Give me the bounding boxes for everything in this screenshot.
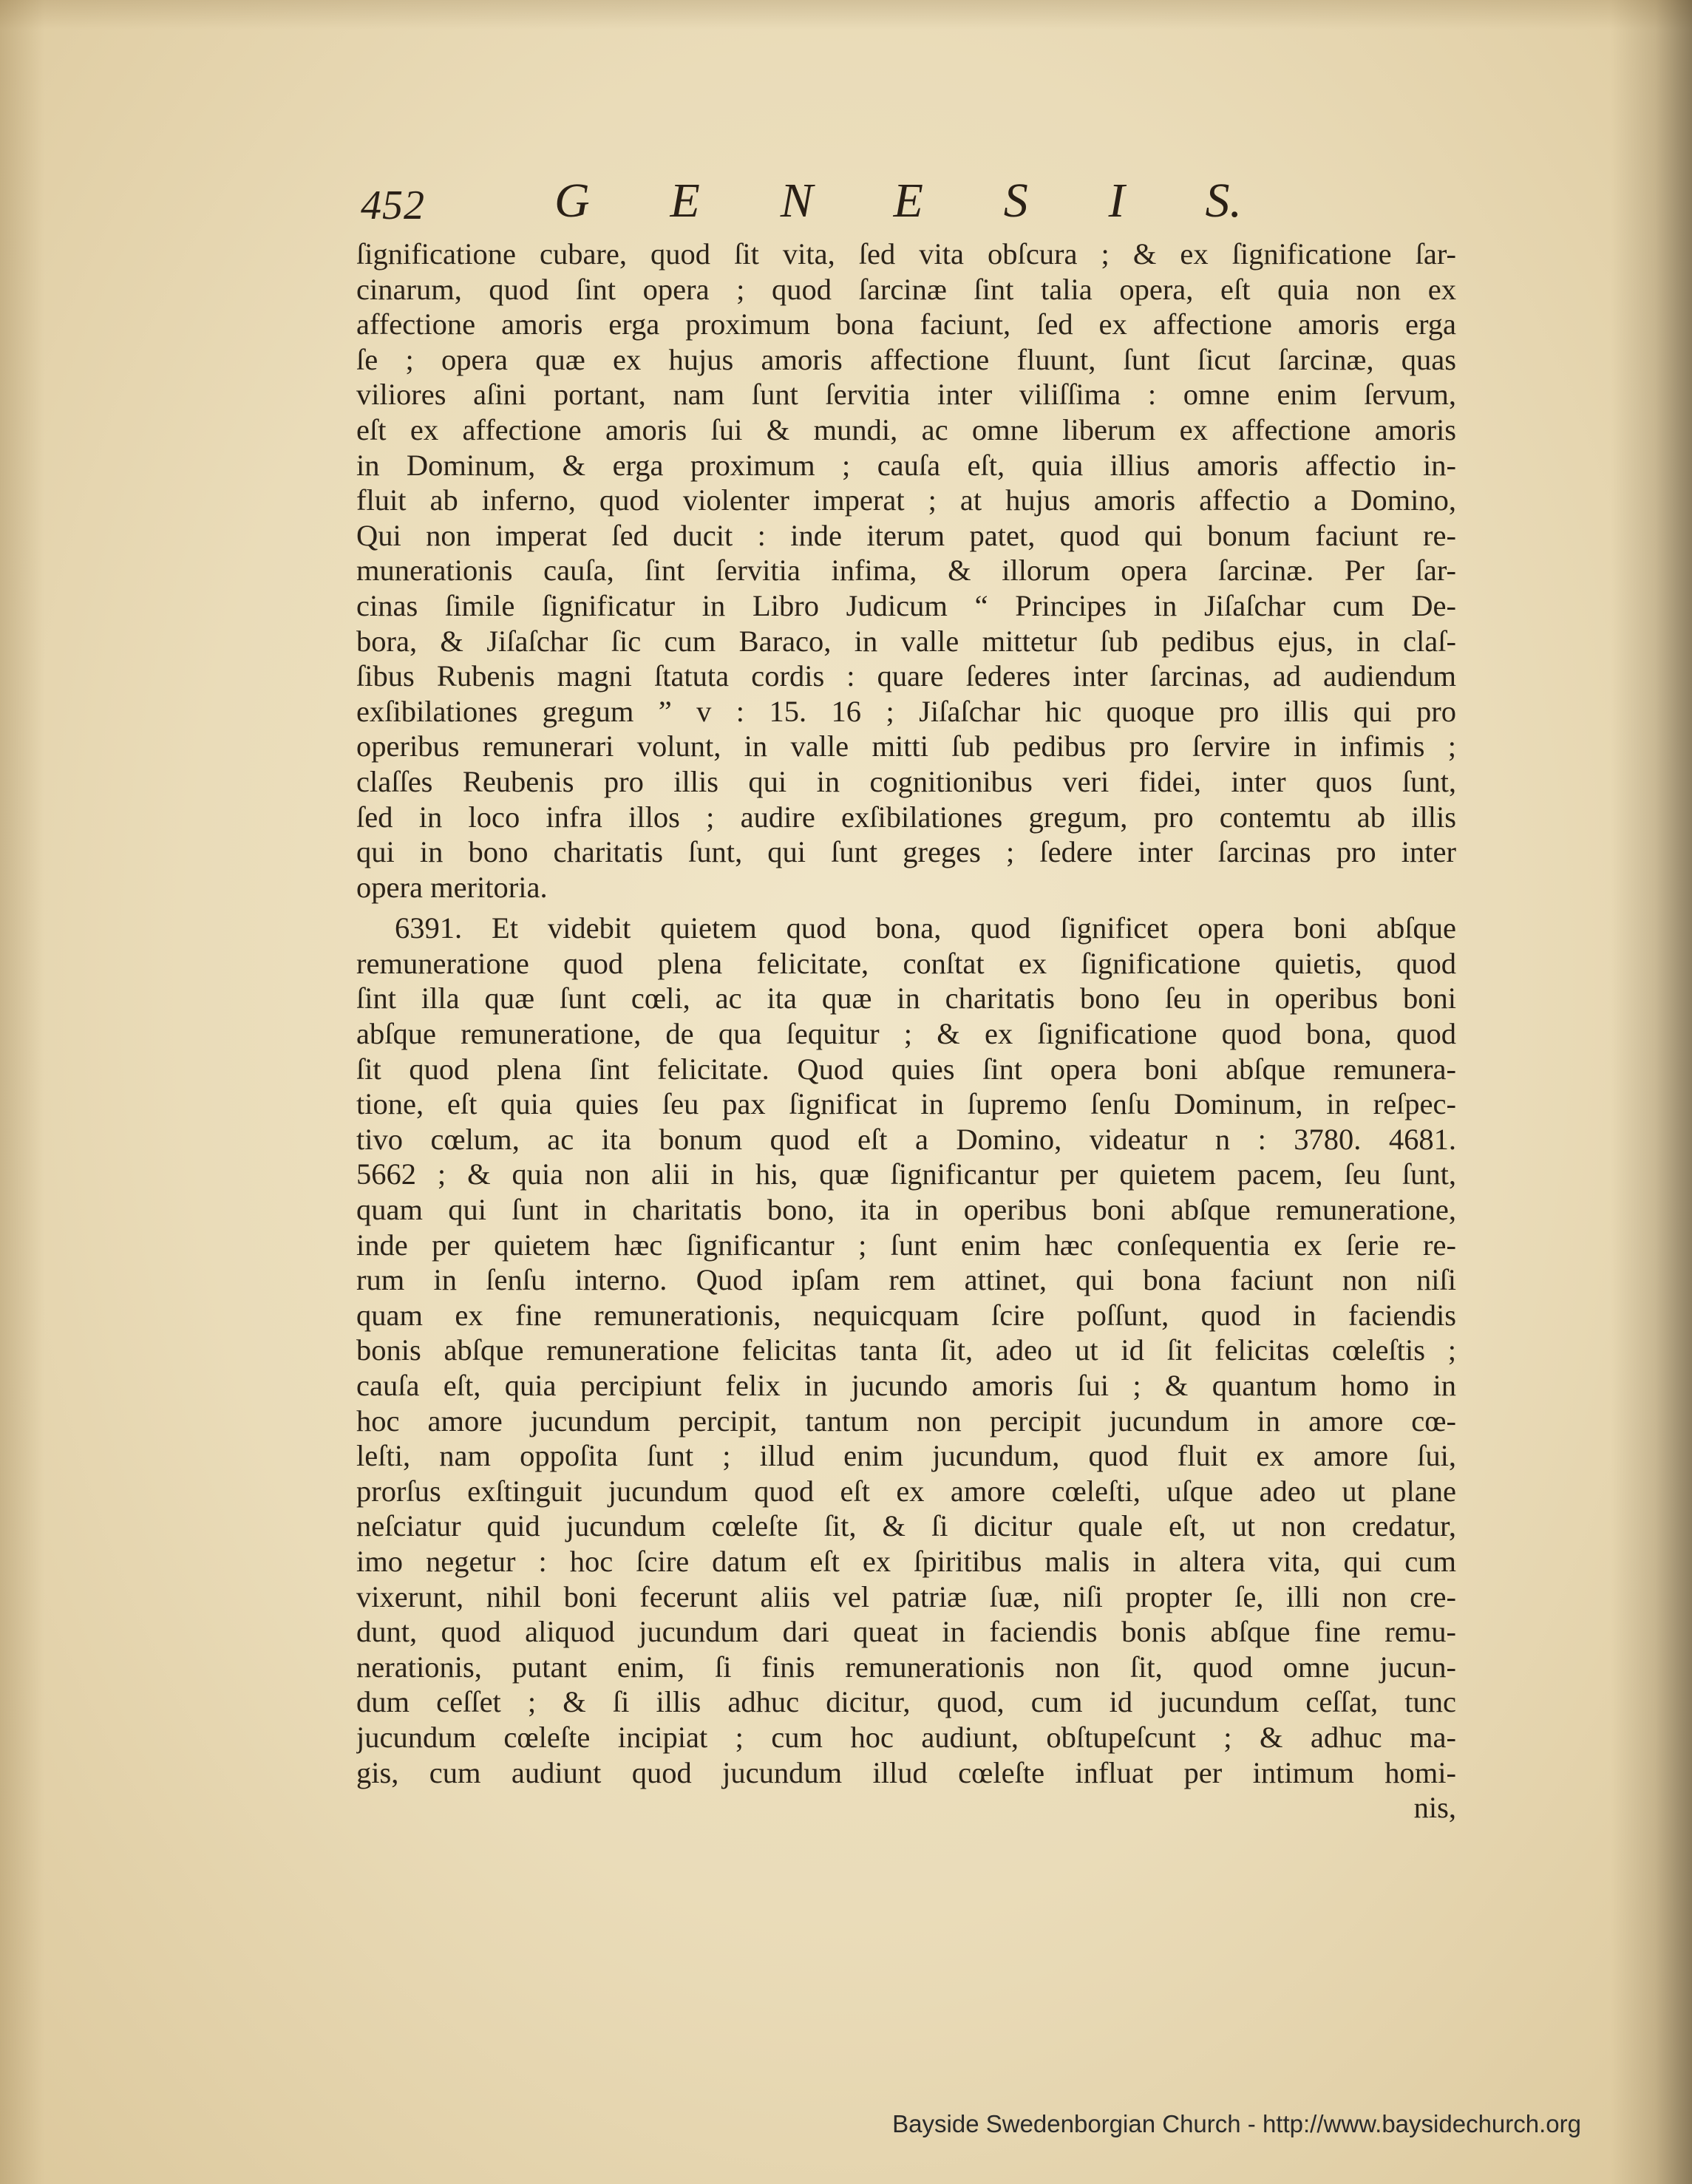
text-line: neſciatur quid jucundum cœleſte ſit, & ſi dicitur quale eſt, ut non credatur,: [356, 1509, 1456, 1543]
text-line: ſit quod plena ſint felicitate. Quod quies ſint opera boni abſque remunera-: [356, 1052, 1456, 1086]
text-line: in Dominum, & erga proximum ; cauſa eſt, quia illius amoris affectio in-: [356, 448, 1456, 482]
running-title-letter: I: [1108, 174, 1125, 228]
running-title-letter: S: [1003, 174, 1028, 228]
text-line: hoc amore jucundum percipit, tantum non percipit jucundum in amore cœ-: [356, 1404, 1456, 1438]
text-line: exſibilationes gregum ” v : 15. 16 ; Jiſaſchar hic quoque pro illis qui pro: [356, 694, 1456, 728]
text-line: 6391. Et videbit quietem quod bona, quod ſignificet opera boni abſque: [395, 911, 1456, 945]
running-title-letter: E: [670, 174, 700, 228]
body-text: [356, 237, 1456, 1826]
text-line: remuneratione quod plena felicitate, conſtat ex ſignificatione quietis, quod: [356, 946, 1456, 980]
text-line: Qui non imperat ſed ducit : inde iterum patet, quod qui bonum faciunt re-: [356, 518, 1456, 552]
text-line: claſſes Reubenis pro illis qui in cognitionibus veri fidei, inter quos ſunt,: [356, 764, 1456, 798]
text-line: eſt ex affectione amoris ſui & mundi, ac omne liberum ex affectione amoris: [356, 412, 1456, 446]
page-edge-top: [0, 0, 1692, 30]
text-line: bonis abſque remuneratione felicitas tanta ſit, adeo ut id ſit felicitas cœleſtis ;: [356, 1333, 1456, 1367]
text-line: vixerunt, nihil boni fecerunt aliis vel patriæ ſuæ, niſi propter ſe, illi non cre-: [356, 1579, 1456, 1613]
site-watermark: Bayside Swedenborgian Church - http://www.baysidechurch.org: [892, 2110, 1581, 2137]
running-title-letter: S.: [1205, 174, 1242, 228]
text-line: gis, cum audiunt quod jucundum illud cœleſte influat per intimum homi-: [356, 1755, 1456, 1789]
text-line: imo negetur : hoc ſcire datum eſt ex ſpiritibus malis in altera vita, qui cum: [356, 1544, 1456, 1578]
text-line: cauſa eſt, quia percipiunt felix in jucundo amoris ſui ; & quantum homo in: [356, 1369, 1456, 1402]
text-line: ſe ; opera quæ ex hujus amoris affectione fluunt, ſunt ſicut ſarcinæ, quas: [356, 342, 1456, 376]
text-line: dum ceſſet ; & ſi illis adhuc dicitur, quod, cum id jucundum ceſſat, tunc: [356, 1685, 1456, 1719]
text-line: tione, eſt quia quies ſeu pax ſignificat in ſupremo ſenſu Dominum, in reſpec-: [356, 1087, 1456, 1121]
gutter-shadow: [1611, 0, 1692, 2184]
running-title-letter: G: [554, 174, 590, 228]
text-line: ſed in loco infra illos ; audire exſibilationes gregum, pro contemtu ab illis: [356, 800, 1456, 834]
running-title-letter: E: [893, 174, 923, 228]
text-line: tivo cœlum, ac ita bonum quod eſt a Domino, videatur n : 3780. 4681.: [356, 1122, 1456, 1156]
text-line: qui in bono charitatis ſunt, qui ſunt greges ; ſedere inter ſarcinas pro inter: [356, 835, 1456, 869]
text-line: bora, & Jiſaſchar ſic cum Baraco, in valle mittetur ſub pedibus ejus, in claſ-: [356, 624, 1456, 658]
text-line: opera meritoria.: [356, 870, 548, 904]
text-line: dunt, quod aliquod jucundum dari queat in faciendis bonis abſque fine remu-: [356, 1615, 1456, 1649]
text-line: affectione amoris erga proximum bona faciunt, ſed ex affectione amoris erga: [356, 307, 1456, 341]
text-line: rum in ſenſu interno. Quod ipſam rem attinet, qui bona faciunt non niſi: [356, 1263, 1456, 1297]
text-line: ſignificatione cubare, quod ſit vita, ſed vita obſcura ; & ex ſignificatione ſar-: [356, 237, 1456, 271]
text-line: quam ex fine remunerationis, nequicquam ſcire poſſunt, quod in faciendis: [356, 1298, 1456, 1332]
text-line: cinarum, quod ſint opera ; quod ſarcinæ ſint talia opera, eſt quia non ex: [356, 272, 1456, 306]
text-line: jucundum cœleſte incipiat ; cum hoc audiunt, obſtupeſcunt ; & adhuc ma-: [356, 1720, 1456, 1754]
paragraph-continued: [356, 237, 1456, 905]
text-line: abſque remuneratione, de qua ſequitur ; & ex ſignificatione quod bona, quod: [356, 1017, 1456, 1051]
paragraph-gap: [356, 905, 1456, 911]
page-edge-left: [0, 0, 44, 2184]
running-title-letter: N: [780, 174, 813, 228]
text-line: munerationis cauſa, ſint ſervitia infima, & illorum opera ſarcinæ. Per ſar-: [356, 554, 1456, 588]
text-line: operibus remunerari volunt, in valle mitti ſub pedibus pro ſervire in infimis ;: [356, 729, 1456, 763]
text-line: ſibus Rubenis magni ſtatuta cordis : quare ſederes inter ſarcinas, ad audiendum: [356, 659, 1456, 693]
catchword: nis,: [1413, 1791, 1456, 1825]
page-header: [355, 169, 1264, 235]
running-title: [554, 173, 1242, 229]
text-line: cinas ſimile ſignificatur in Libro Judicum “ Principes in Jiſaſchar cum De-: [356, 588, 1456, 622]
text-line: nerationis, putant enim, ſi finis remunerationis non ſit, quod omne jucun-: [356, 1650, 1456, 1684]
text-line: leſti, nam oppoſita ſunt ; illud enim jucundum, quod fluit ex amore ſui,: [356, 1439, 1456, 1473]
text-line: fluit ab inferno, quod violenter imperat ; at hujus amoris affectio a Domino,: [356, 483, 1456, 517]
paragraph-6391: [356, 911, 1456, 1790]
text-line: quam qui ſunt in charitatis bono, ita in operibus boni abſque remuneratione,: [356, 1193, 1456, 1227]
text-line: viliores aſini portant, nam ſunt ſervitia inter viliſſima : omne enim ſervum,: [356, 378, 1456, 412]
page-number: 452: [361, 183, 425, 228]
text-line: 5662 ; & quia non alii in his, quæ ſignificantur per quietem pacem, ſeu ſunt,: [356, 1157, 1456, 1191]
text-line: ſint illa quæ ſunt cœli, ac ita quæ in charitatis bono ſeu in operibus boni: [356, 982, 1456, 1016]
text-line: inde per quietem hæc ſignificantur ; ſunt enim hæc conſequentia ex ſerie re-: [356, 1228, 1456, 1262]
text-line: prorſus exſtinguit jucundum quod eſt ex amore cœleſti, uſque adeo ut plane: [356, 1474, 1456, 1508]
